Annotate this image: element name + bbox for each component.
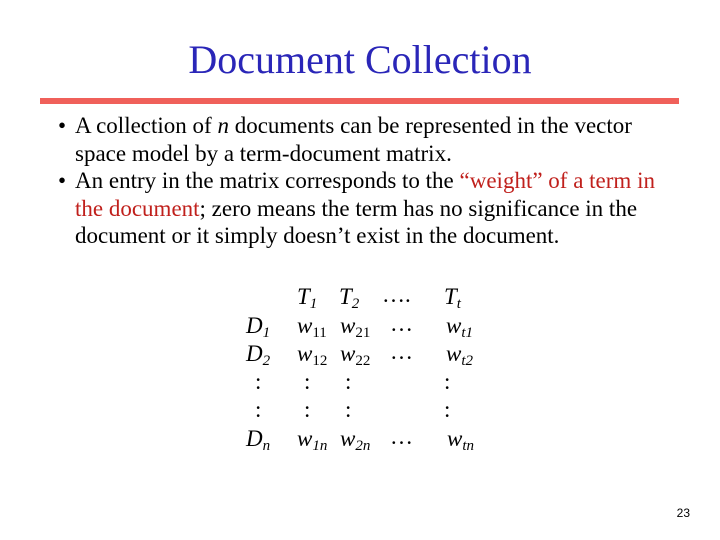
matrix-symbol: D: [246, 313, 263, 338]
bullet-text: An entry in the matrix corresponds to the: [75, 168, 460, 193]
matrix-symbol: w: [340, 426, 356, 451]
matrix-subscript: 2n: [355, 438, 371, 454]
matrix-cell: [297, 425, 327, 460]
matrix-subscript: t2: [461, 353, 474, 369]
matrix-ellipsis: …: [390, 339, 413, 364]
matrix-subscript: t: [456, 296, 461, 312]
matrix-subscript: 1: [262, 325, 271, 341]
matrix-subscript: t1: [461, 325, 474, 341]
matrix-cell: [304, 368, 310, 396]
bullet-icon: •: [58, 113, 67, 138]
bullet-highlight: “weight” of a term in the document: [75, 168, 655, 221]
matrix-ellipsis: ….: [382, 282, 411, 307]
matrix-symbol: T: [444, 284, 457, 309]
matrix-symbol: D: [246, 426, 263, 451]
matrix-cell: [345, 368, 351, 396]
matrix-subscript: 1: [309, 296, 318, 312]
matrix-cell: [340, 425, 370, 460]
matrix-subscript: 2: [351, 296, 360, 312]
matrix-cell: [444, 368, 450, 396]
matrix-subscript: 12: [312, 353, 328, 369]
matrix-row-label: [255, 368, 261, 396]
matrix-symbol: w: [297, 426, 313, 451]
matrix-symbol: :: [255, 369, 262, 394]
matrix-ellipsis: …: [390, 311, 413, 336]
bullet-icon: •: [58, 168, 67, 193]
matrix-symbol: :: [345, 397, 352, 422]
matrix-symbol: :: [304, 397, 311, 422]
matrix-symbol: D: [246, 341, 263, 366]
matrix-symbol: w: [340, 341, 356, 366]
bullet-text: documents can be represented in the vector space model by a term-document matrix.: [75, 113, 632, 166]
slide-title: Document Collection: [188, 37, 532, 82]
matrix-symbol: w: [447, 426, 463, 451]
matrix-symbol: w: [446, 341, 462, 366]
matrix-subscript: tn: [462, 438, 475, 454]
matrix-symbol: T: [339, 284, 352, 309]
bullet-text: A collection of: [75, 113, 218, 138]
matrix-subscript: 21: [355, 325, 371, 341]
matrix-symbol: T: [297, 284, 310, 309]
matrix-subscript: 1n: [312, 438, 328, 454]
matrix-symbol: :: [444, 369, 451, 394]
matrix-cell: [345, 396, 351, 424]
matrix-cell: [304, 396, 310, 424]
matrix-cell: [444, 396, 450, 424]
matrix-symbol: :: [304, 369, 311, 394]
matrix-subscript: n: [262, 438, 271, 454]
matrix-symbol: w: [297, 341, 313, 366]
matrix-row-label: [246, 425, 270, 460]
matrix-symbol: w: [297, 313, 313, 338]
matrix-cell: [447, 425, 474, 460]
matrix-symbol: :: [444, 397, 451, 422]
matrix-subscript: 2: [262, 353, 271, 369]
matrix-subscript: 11: [312, 325, 327, 341]
matrix-ellipsis: …: [390, 424, 413, 449]
page-number: 23: [676, 506, 690, 520]
matrix-symbol: w: [446, 313, 462, 338]
matrix-subscript: 22: [355, 353, 371, 369]
matrix-symbol: :: [345, 369, 352, 394]
matrix-symbol: :: [255, 397, 262, 422]
bullet-emphasis: n: [217, 113, 229, 138]
matrix-cell: [297, 340, 327, 375]
matrix-symbol: w: [340, 313, 356, 338]
matrix-row-label: [255, 396, 261, 424]
bullet-text: ; zero means the term has no significance in the document or it simply doesn’t exist in the document.: [75, 195, 638, 248]
